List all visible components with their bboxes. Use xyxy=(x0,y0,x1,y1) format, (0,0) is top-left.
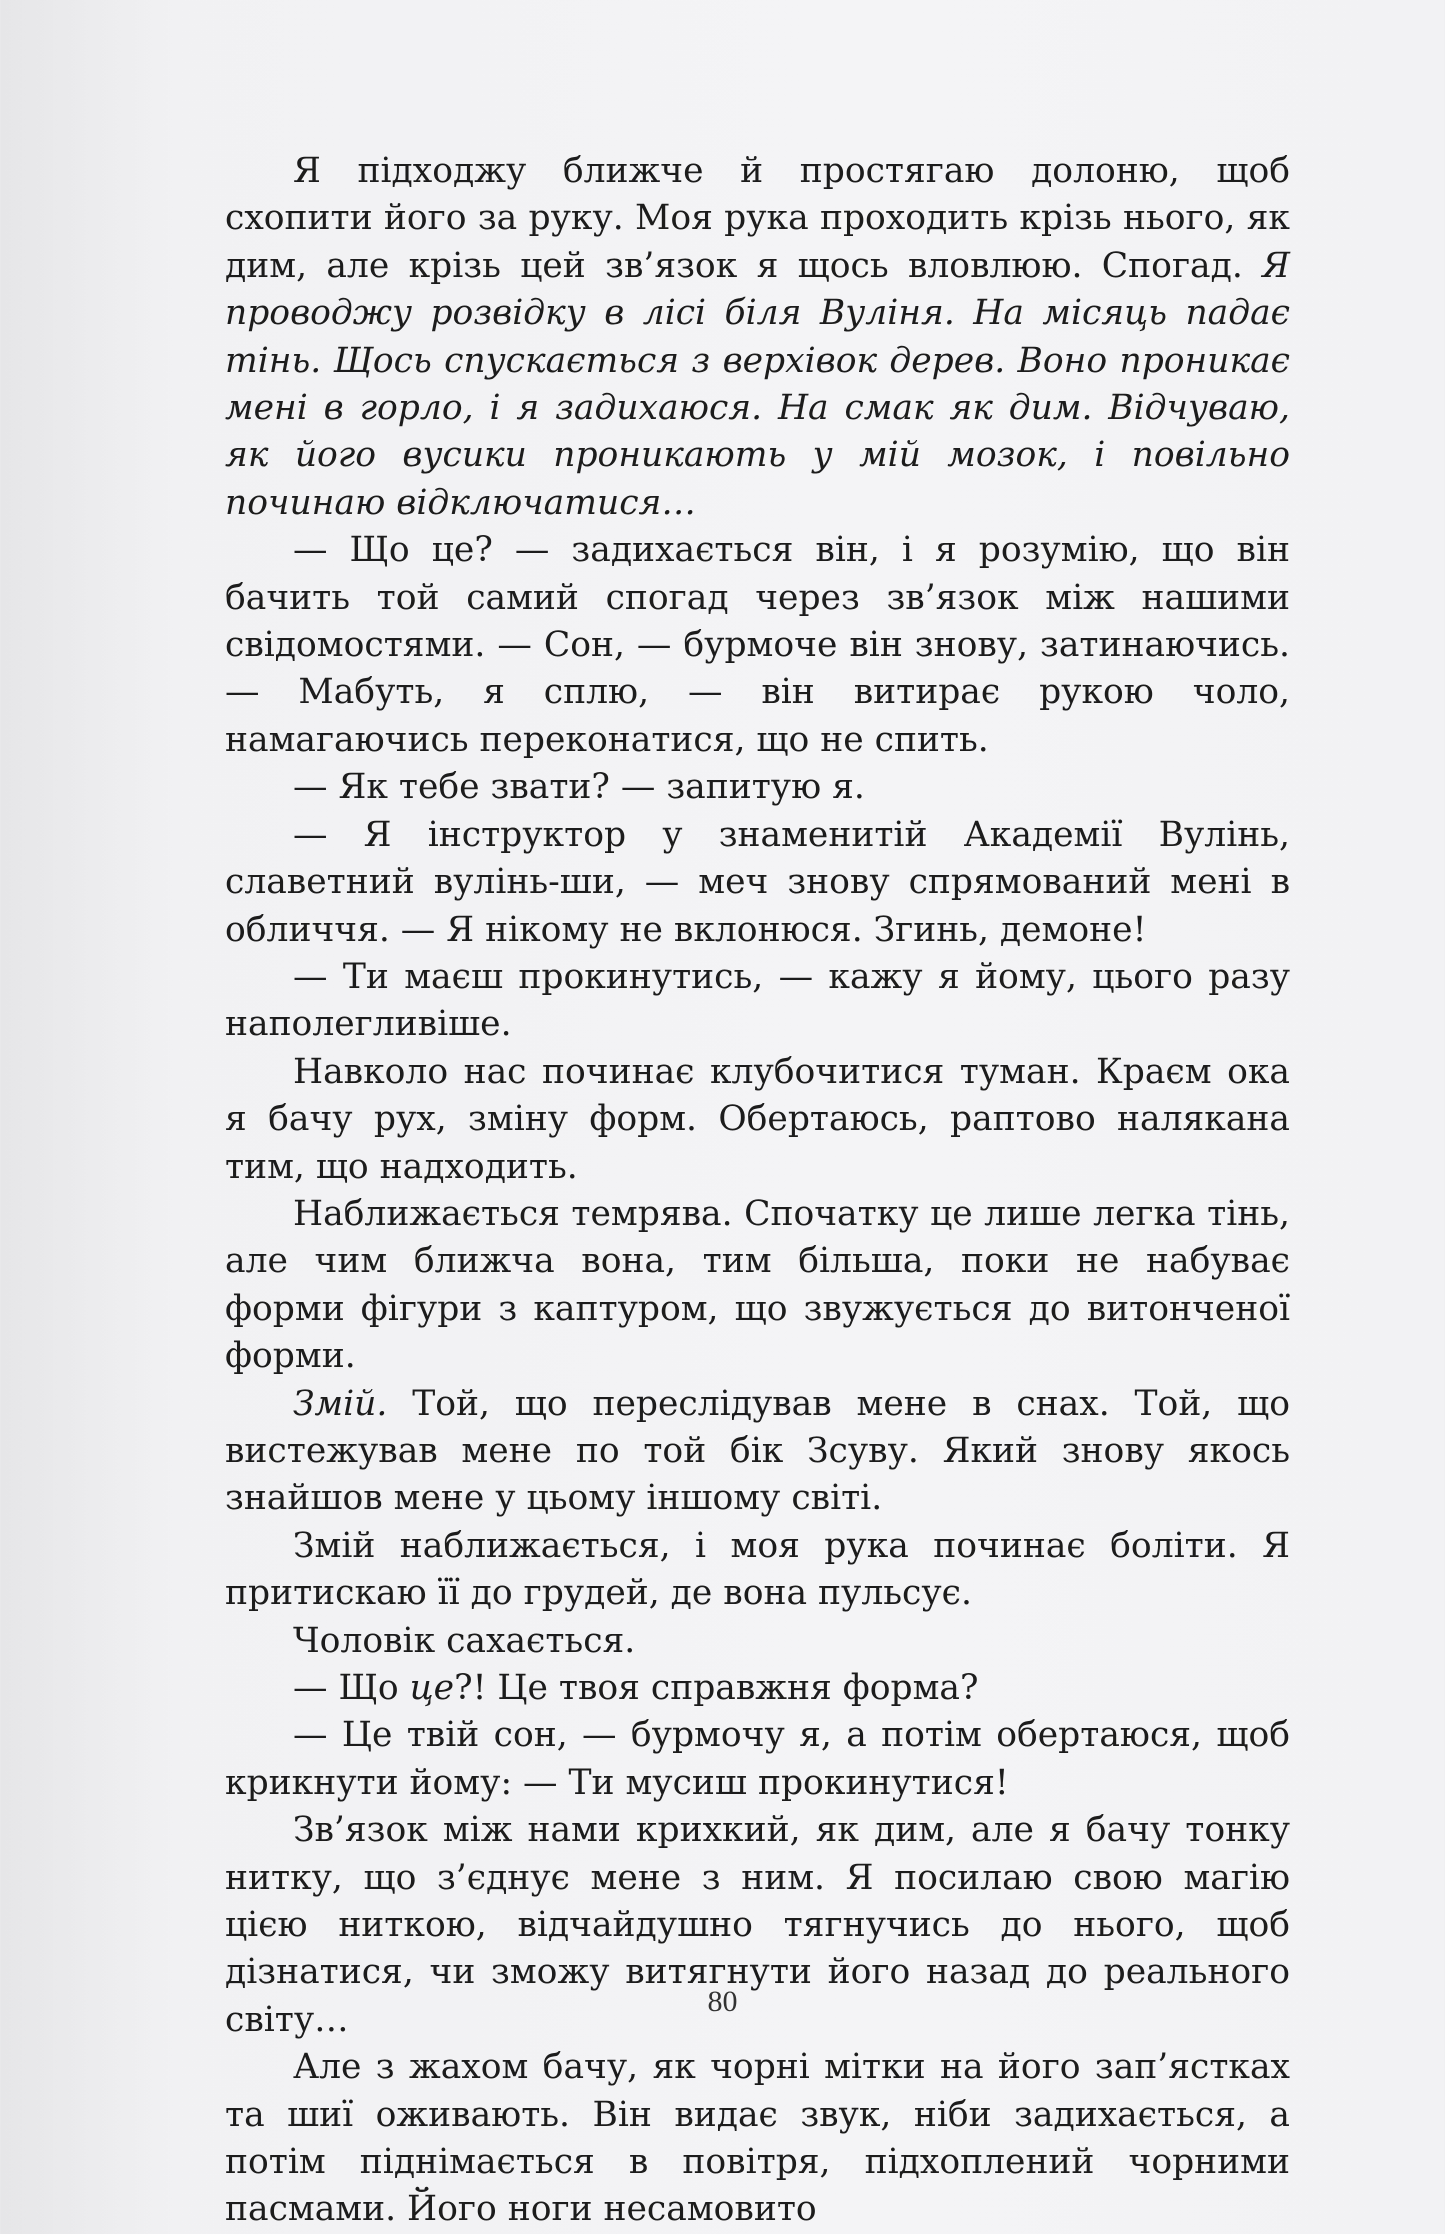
paragraph xyxy=(225,1191,1290,1381)
text-run: — Що це? — задихається він, і я розумію, що він бачить той самий спогад через зв’язок між нашими свідомостями. — Сон, — бурмоче він знову, затинаючись. — Мабуть, я сплю, — він витирає рукою чоло, намагаючись переконатися, що не спить. xyxy=(225,530,1290,760)
text-run: Я підходжу ближче й простягаю долоню, щоб схопити його за руку. Моя рука проходить крізь нього, як дим, але крізь цей зв’язок я щось вловлюю. Спогад. xyxy=(225,151,1290,286)
paragraph xyxy=(225,812,1290,954)
text-run: ?! Це твоя справжня форма? xyxy=(454,1668,979,1708)
paragraph xyxy=(225,2044,1290,2234)
text-run: — Як тебе звати? — запитую я. xyxy=(293,767,865,808)
italic-text: Я проводжу розвідку в лісі біля Вуліня. На місяць падає тінь. Щось спускається з верхівок дерев. Воно проникає мені в горло, і я задихаюся. На смак як дим. Відчуваю, як його вусики проникають у мій мозок, і повільно починаю відключатися… xyxy=(225,245,1290,523)
paragraph xyxy=(225,1381,1290,1523)
paragraph xyxy=(225,1665,1290,1712)
page-number: 80 xyxy=(707,1985,738,2018)
body-text xyxy=(225,148,1290,2234)
paragraph xyxy=(225,527,1290,764)
paragraph xyxy=(225,1712,1290,1807)
text-run: Той, що переслідував мене в снах. Той, що вистежував мене по той бік Зсуву. Який знову якось знайшов мене у цьому іншому світі. xyxy=(225,1383,1290,1519)
paragraph xyxy=(225,954,1290,1049)
text-run: — Ти маєш прокинутись, — кажу я йому, цього разу наполегливіше. xyxy=(225,956,1290,1045)
text-run: Змій наближається, і моя рука починає боліти. Я притискаю її до грудей, де вона пульсує. xyxy=(225,1525,1290,1614)
paragraph xyxy=(225,1618,1290,1665)
text-run: Наближається темрява. Спочатку це лише легка тінь, але чим ближча вона, тим більша, поки не набуває форми фігури з каптуром, що звужується до витонченої форми. xyxy=(225,1193,1290,1377)
text-run: Чоловік сахається. xyxy=(293,1620,636,1661)
italic-text: Змій. xyxy=(293,1383,388,1424)
text-run: Але з жахом бачу, як чорні мітки на його зап’ястках та шиї оживають. Він видає звук, ніби задихається, а потім піднімається в повітря, підхоплений чорними пасмами. Його ноги несамовито xyxy=(225,2047,1290,2230)
text-run: — Я інструктор у знаменитій Академії Вулінь, славетний вулінь-ши, — меч знову спрямований мені в обличчя. — Я нікому не вклонюся. Згинь, демоне! xyxy=(225,814,1290,950)
paragraph xyxy=(225,764,1290,811)
text-run: Зв’язок між нами крихкий, як дим, але я бачу тонку нитку, що з’єднує мене з ним. Я посилаю свою магію цією ниткою, відчайдушно тягнучись до нього, щоб дізнатися, чи зможу витягнути його назад до реального світу… xyxy=(225,1810,1290,2040)
text-run: — Це твій сон, — бурмочу я, а потім обертаюся, щоб крикнути йому: — Ти мусиш прокинутися! xyxy=(225,1715,1290,1803)
text-run: — Що xyxy=(293,1668,410,1708)
text-run: Навколо нас починає клубочитися туман. Краєм ока я бачу рух, зміну форм. Обертаюсь, раптово налякана тим, що надходить. xyxy=(225,1051,1290,1187)
paragraph xyxy=(225,1523,1290,1618)
paragraph xyxy=(225,148,1290,527)
italic-text: це xyxy=(409,1668,455,1708)
paragraph xyxy=(225,1049,1290,1191)
